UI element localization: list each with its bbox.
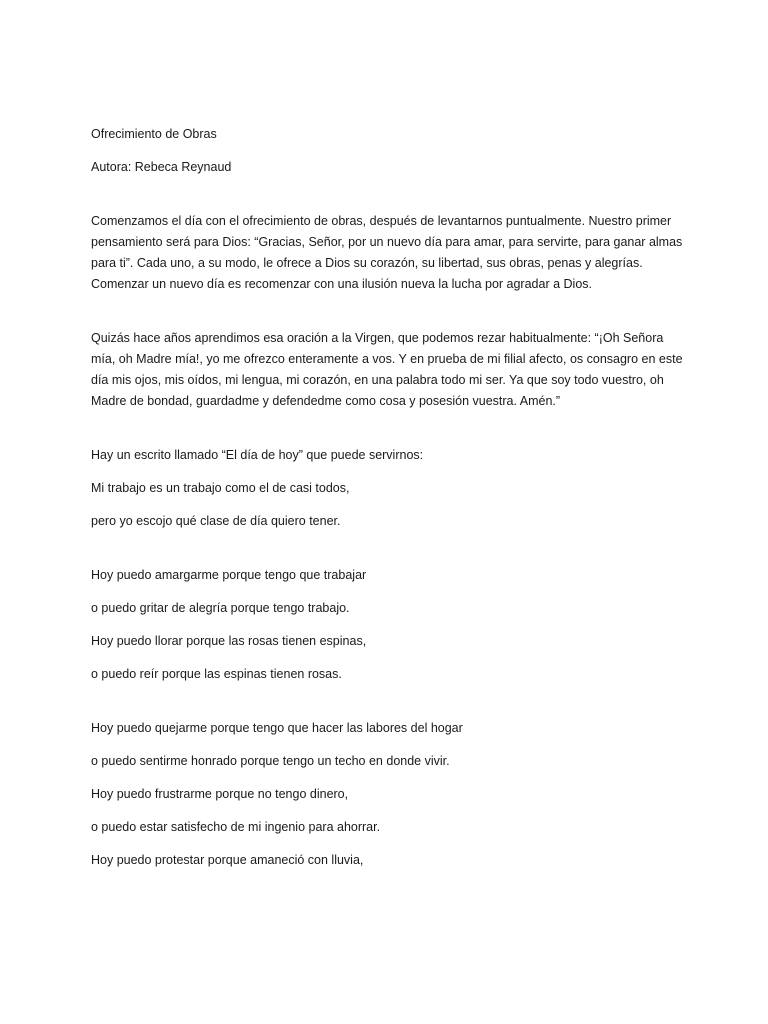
text-line: Hoy puedo amargarme porque tengo que trabajar	[91, 568, 367, 582]
paragraph-prayer: Quizás hace años aprendimos esa oración a la Virgen, que podemos rezar habitualmente: “¡Oh Señora mía, oh Madre mía!, yo me ofrezco enteramente a vos. Y en prueba de mi filial afecto, os consagro en este día mis ojos, mis oídos, mi lengua, mi corazón, en una palabra todo mi ser. Ya que soy todo vuestro, oh Madre de bondad, guardadme y defendedme como cosa y posesión vuestra. Amén.”	[91, 331, 683, 408]
text-line: o puedo gritar de alegría porque tengo trabajo.	[91, 601, 350, 615]
text-line: o puedo sentirme honrado porque tengo un techo en donde vivir.	[91, 754, 450, 768]
text-line: Hay un escrito llamado “El día de hoy” que puede servirnos:	[91, 448, 424, 462]
text-line: o puedo estar satisfecho de mi ingenio para ahorrar.	[91, 820, 381, 834]
text-line: Mi trabajo es un trabajo como el de casi todos,	[91, 481, 350, 495]
text-line: Hoy puedo quejarme porque tengo que hacer las labores del hogar	[91, 721, 463, 735]
text-line: o puedo reír porque las espinas tienen rosas.	[91, 667, 342, 681]
document-author: Autora: Rebeca Reynaud	[91, 160, 232, 174]
text-line: pero yo escojo qué clase de día quiero tener.	[91, 514, 341, 528]
document-page	[91, 124, 691, 883]
document-title: Ofrecimiento de Obras	[91, 127, 217, 141]
paragraph-intro: Comenzamos el día con el ofrecimiento de obras, después de levantarnos puntualmente. Nuestro primer pensamiento será para Dios: “Gracias, Señor, por un nuevo día para amar, para servirte, para ganar almas para ti”. Cada uno, a su modo, le ofrece a Dios su corazón, su libertad, sus obras, penas y alegrías. Comenzar un nuevo día es recomenzar con una ilusión nueva la lucha por agradar a Dios.	[91, 214, 683, 291]
text-line: Hoy puedo llorar porque las rosas tienen espinas,	[91, 634, 367, 648]
text-line: Hoy puedo frustrarme porque no tengo dinero,	[91, 787, 349, 801]
text-line: Hoy puedo protestar porque amaneció con lluvia,	[91, 853, 364, 867]
